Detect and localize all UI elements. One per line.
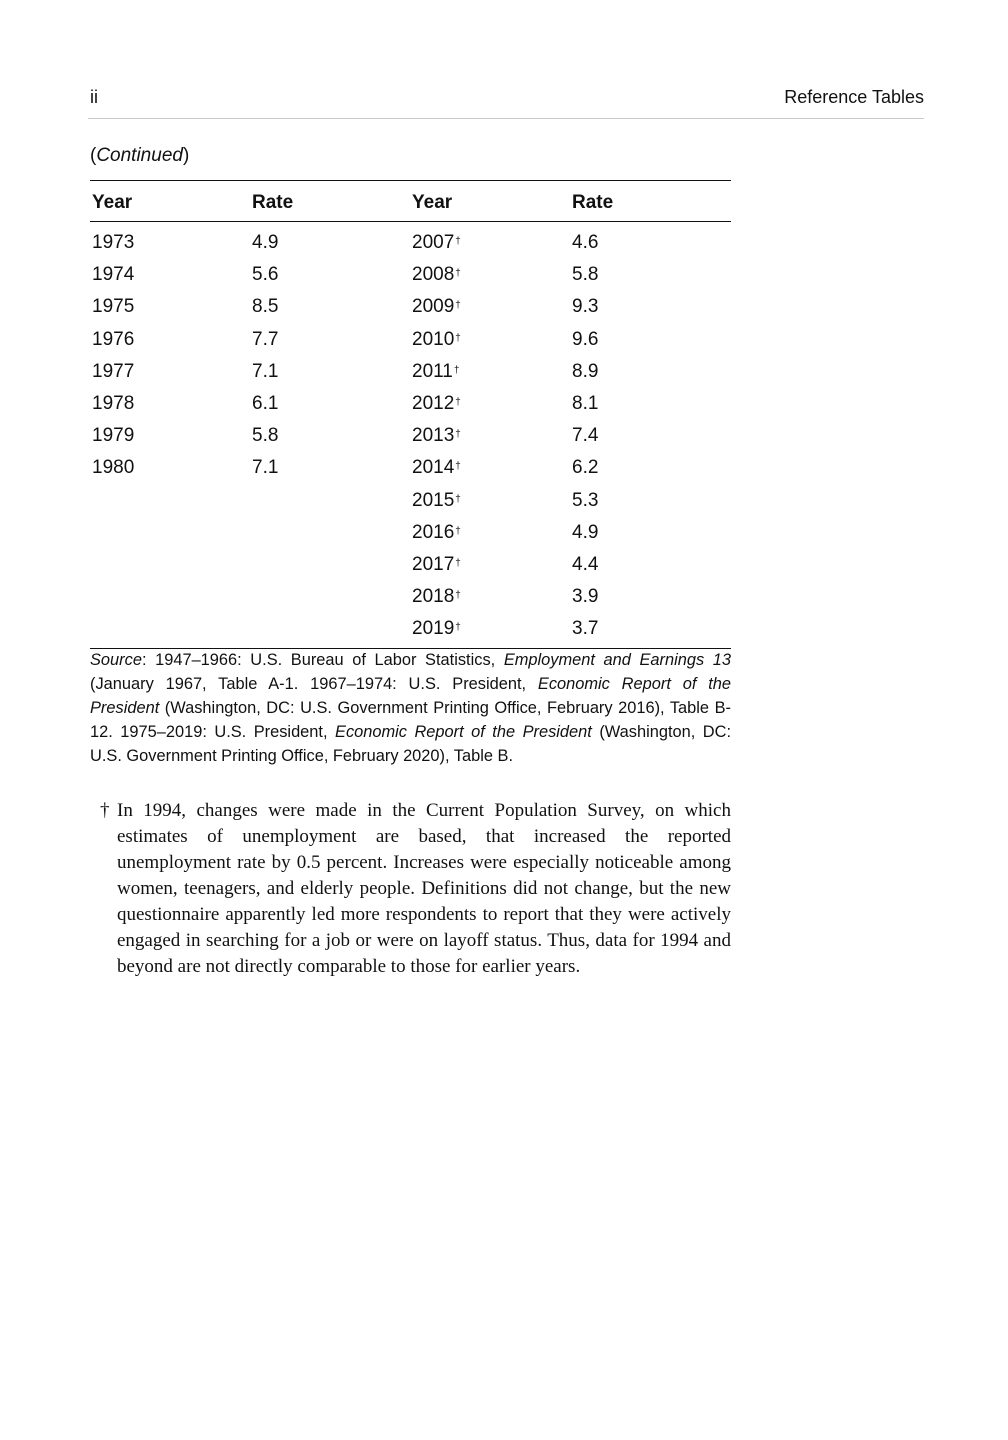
rate-cell: 6.2 (572, 457, 599, 479)
running-title: Reference Tables (784, 87, 924, 107)
year-cell: 2011 † (412, 360, 460, 382)
table-header-row (90, 181, 731, 222)
year-cell: 2010 † (412, 328, 461, 350)
year-cell: 1979 (92, 425, 135, 447)
continued-label (90, 145, 189, 167)
year-cell: 2014 † (412, 457, 461, 479)
source-title-1: Employment and Earnings 13 (503, 651, 731, 669)
year-cell: 1975 (92, 296, 135, 318)
table-row (90, 228, 731, 260)
year-cell: 1976 (92, 328, 135, 350)
year-cell: 2018 † (412, 586, 461, 608)
rate-cell: 4.6 (572, 232, 599, 253)
table-row (90, 486, 731, 518)
dagger-superscript: † (453, 364, 460, 376)
source-title-2: Economic Report of the President (90, 675, 731, 717)
dagger-superscript: † (455, 332, 461, 344)
rate-cell: 5.3 (572, 489, 599, 511)
source-title-3: Economic Report of the President (335, 723, 592, 741)
year-cell: 1974 (92, 264, 135, 286)
source-note (90, 648, 731, 768)
rate-cell: 7.7 (252, 328, 279, 350)
table-row (90, 582, 731, 614)
year-cell: 2012 † (412, 392, 461, 414)
table-row (90, 453, 731, 485)
rate-cell: 8.5 (252, 296, 279, 318)
year-cell: 2008 † (412, 264, 461, 286)
year-cell: 2007 † (412, 232, 461, 253)
table-row (90, 325, 731, 357)
dagger-superscript: † (455, 590, 461, 602)
dagger-superscript: † (455, 461, 461, 473)
year-cell: 2009 † (412, 296, 461, 318)
rate-cell: 8.1 (572, 392, 599, 414)
rate-cell: 4.4 (572, 553, 599, 575)
year-cell: 1973 (92, 232, 135, 253)
header-rate-2: Rate (572, 192, 614, 213)
rate-cell: 5.8 (252, 425, 279, 447)
dagger-superscript: † (455, 268, 461, 280)
dagger-footnote (100, 798, 731, 980)
dagger-superscript: † (455, 300, 461, 312)
year-cell: 2019 † (412, 618, 461, 640)
rate-cell: 6.1 (252, 392, 279, 414)
header-year-1: Year (92, 192, 133, 213)
running-head (88, 86, 924, 119)
footnote-text: In 1994, changes were made in the Current Population Survey, on which estimates of unemployment are based, that increased the reported unemployment rate by 0.5 percent. Increases were especially noticeable among women, teenagers, and elderly people. Definitions did not change, but the new questionnaire apparently led more respondents to report that they were actively engaged in searching for a job or were on layoff status. Thus, data for 1994 and beyond are not directly comparable to those for earlier years. (117, 800, 731, 977)
source-text-3: (Washington, DC: U.S. Government Printing Office, February 2016), Table B-12. 1975–2019: U.S. President, (90, 699, 731, 741)
source-text-2: (January 1967, Table A-1. 1967–1974: U.S. President, (90, 675, 538, 693)
header-year-2: Year (412, 192, 453, 213)
year-cell: 2013 † (412, 425, 461, 447)
table-row (90, 518, 731, 550)
rate-cell: 9.6 (572, 328, 599, 350)
continued-open-paren: ( (90, 145, 97, 166)
rate-cell: 7.1 (252, 360, 279, 382)
source-text-4: (Washington, DC: U.S. Government Printing Office, February 2020), Table B. (90, 723, 732, 765)
table-row (90, 614, 731, 646)
year-cell: 1977 (92, 360, 135, 382)
dagger-superscript: † (455, 525, 461, 537)
page-number: ii (90, 87, 98, 107)
dagger-superscript: † (455, 493, 461, 505)
unemployment-rate-table (90, 180, 731, 649)
table-row (90, 421, 731, 453)
dagger-superscript: † (455, 429, 461, 441)
table-row (90, 260, 731, 292)
table-row (90, 550, 731, 582)
table-row (90, 357, 731, 389)
dagger-superscript: † (455, 236, 461, 247)
year-cell: 2015 † (412, 489, 461, 511)
continued-close-paren: ) (182, 145, 190, 166)
rate-cell: 4.9 (572, 521, 599, 543)
dagger-mark: † (100, 800, 110, 821)
continued-word: Continued (96, 145, 183, 166)
table-row (90, 292, 731, 324)
rate-cell: 3.9 (572, 586, 599, 608)
dagger-superscript: † (455, 557, 461, 569)
rate-cell: 9.3 (572, 296, 599, 318)
rate-cell: 7.4 (572, 425, 599, 447)
source-label: Source (90, 651, 142, 669)
year-cell: 2017 † (412, 553, 461, 575)
rate-cell: 3.7 (572, 618, 599, 640)
table-body (90, 222, 731, 648)
year-cell: 1980 (92, 457, 135, 479)
source-text-1: : 1947–1966: U.S. Bureau of Labor Statistics, (141, 651, 504, 669)
rate-cell: 7.1 (252, 457, 279, 479)
rate-cell: 4.9 (252, 232, 279, 253)
dagger-superscript: † (455, 622, 461, 634)
header-rate-1: Rate (252, 192, 294, 213)
dagger-superscript: † (455, 396, 461, 408)
year-cell: 2016 † (412, 521, 461, 543)
year-cell: 1978 (92, 392, 135, 414)
rate-cell: 8.9 (572, 360, 599, 382)
rate-cell: 5.8 (572, 264, 599, 286)
rate-cell: 5.6 (252, 264, 279, 286)
table-row (90, 389, 731, 421)
